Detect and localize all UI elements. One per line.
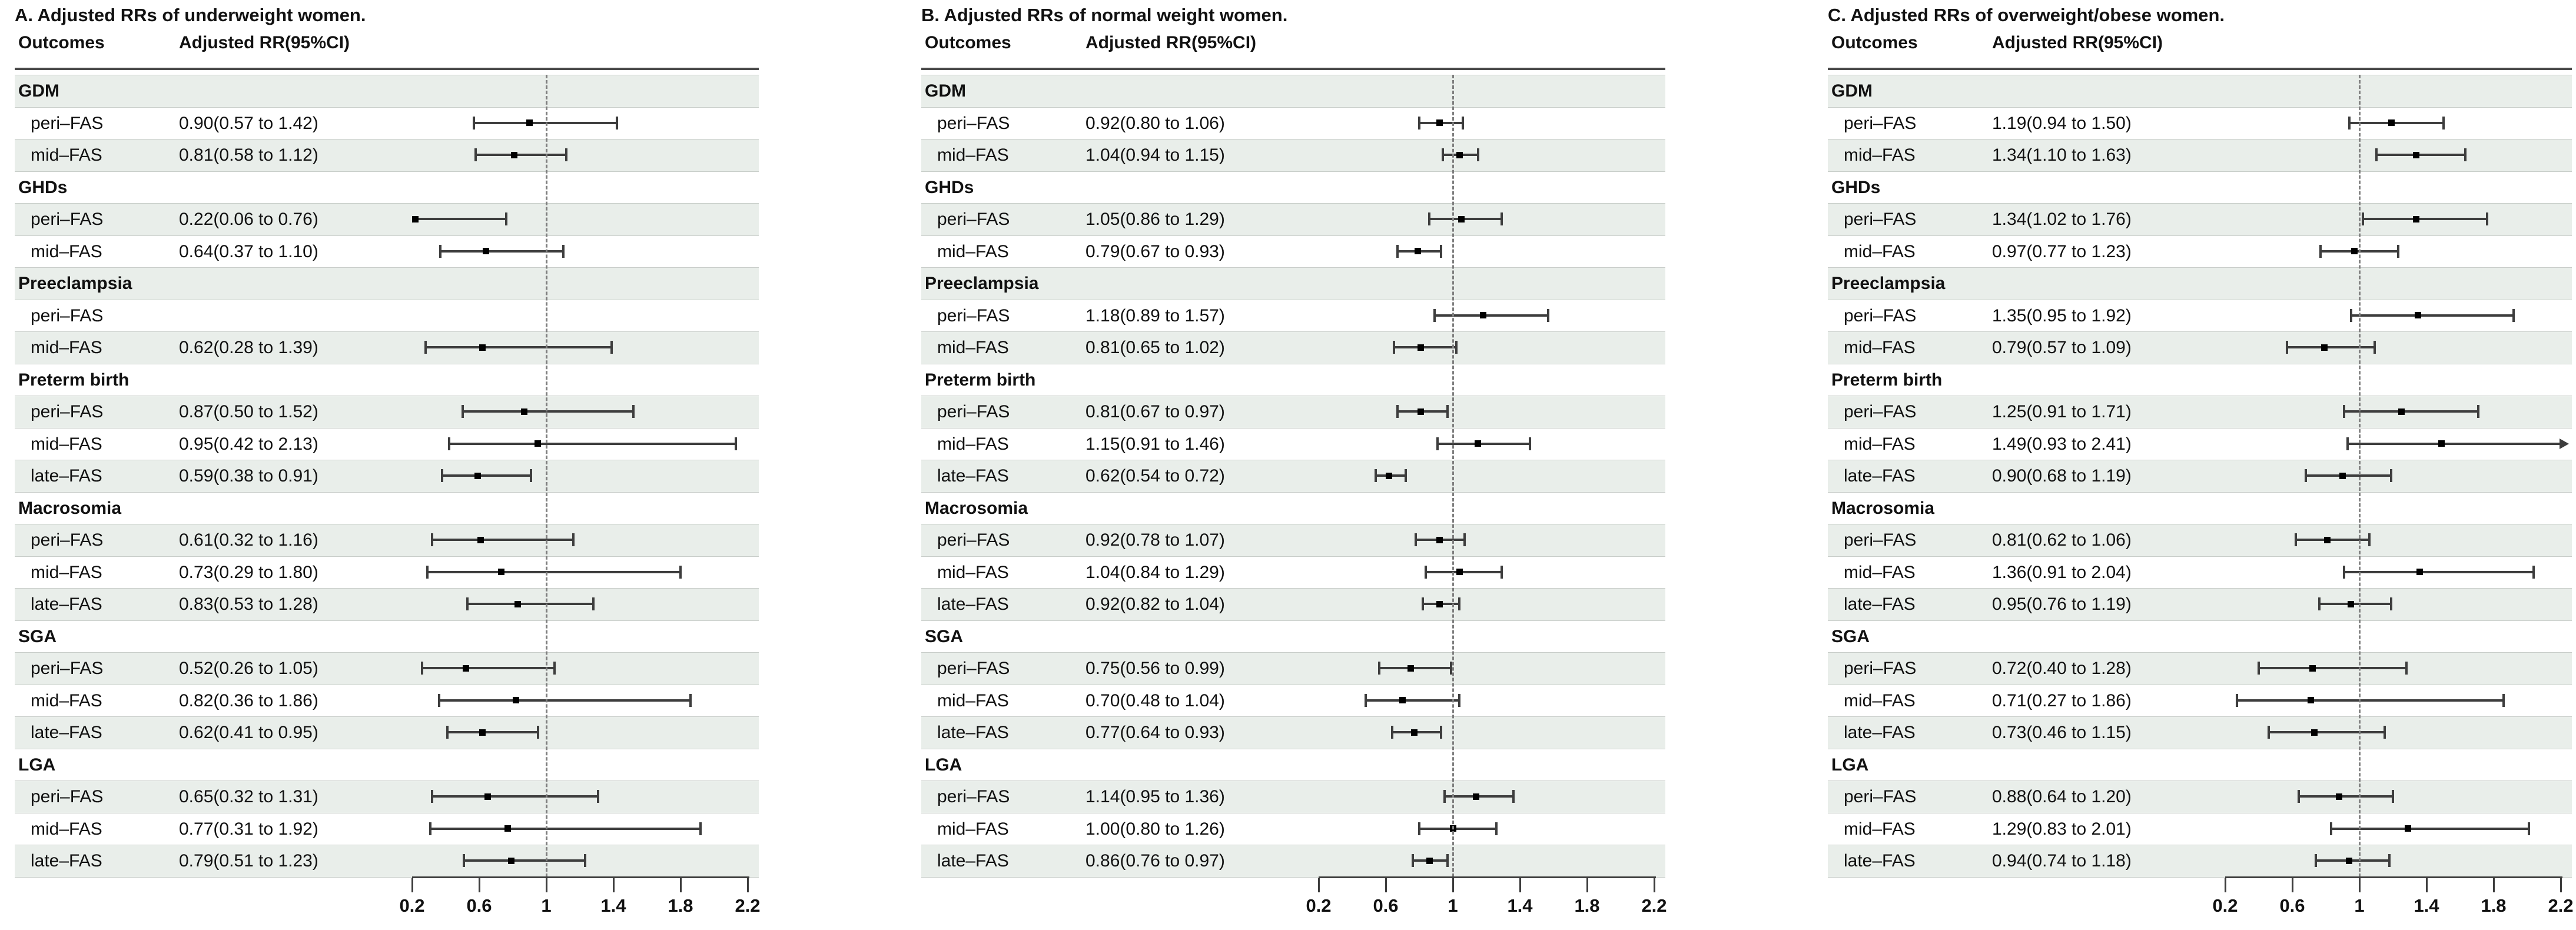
outcome-data-row (1828, 429, 2572, 461)
axis-tick (546, 878, 547, 892)
axis-tick (1654, 878, 1655, 892)
panel-b-normal-weight (921, 0, 1781, 930)
column-header-outcomes: Outcomes (1831, 33, 1918, 52)
adjusted-rr-value: 0.95(0.42 to 2.13) (179, 434, 318, 454)
adjusted-rr-value: 1.18(0.89 to 1.57) (1085, 305, 1225, 326)
adjusted-rr-value: 1.36(0.91 to 2.04) (1992, 562, 2132, 582)
panel-a-underweight (15, 0, 874, 930)
outcome-data-row (1828, 300, 2572, 333)
adjusted-rr-value: 0.88(0.64 to 1.20) (1992, 787, 2132, 806)
axis-tick-label: 1.4 (2414, 895, 2439, 916)
adjusted-rr-value: 0.64(0.37 to 1.10) (179, 241, 318, 261)
outcome-sub-label: late–FAS (31, 594, 102, 614)
axis-tick-label: 0.2 (399, 895, 425, 916)
outcome-data-row (921, 236, 1665, 268)
outcome-data-row (15, 685, 759, 718)
outcome-group-label: Macrosomia (1831, 498, 1935, 518)
outcome-data-row (921, 717, 1665, 749)
outcome-data-row (1828, 460, 2572, 493)
axis-tick-label: 0.2 (1306, 895, 1332, 916)
adjusted-rr-value: 1.34(1.10 to 1.63) (1992, 145, 2132, 165)
outcome-sub-label: peri–FAS (937, 659, 1010, 678)
adjusted-rr-value: 1.29(0.83 to 2.01) (1992, 819, 2132, 839)
outcome-sub-label: peri–FAS (1844, 113, 1917, 133)
outcome-sub-label: mid–FAS (1844, 434, 1916, 454)
outcome-sub-label: mid–FAS (1844, 241, 1916, 261)
adjusted-rr-value: 0.73(0.46 to 1.15) (1992, 723, 2132, 742)
outcome-sub-label: mid–FAS (1844, 690, 1916, 710)
panel-title: C. Adjusted RRs of overweight/obese women. (1828, 5, 2225, 25)
outcome-sub-label: late–FAS (31, 466, 102, 486)
outcome-group-label: Preeclampsia (18, 274, 132, 293)
axis-tick (411, 878, 413, 892)
outcome-sub-label: mid–FAS (1844, 562, 1916, 582)
outcome-group-label: GHDs (18, 177, 68, 197)
adjusted-rr-value: 0.72(0.40 to 1.28) (1992, 659, 2132, 678)
outcome-sub-label: mid–FAS (937, 562, 1009, 582)
outcome-data-row (921, 781, 1665, 813)
axis-tick-label: 2.2 (2548, 895, 2574, 916)
outcome-group-label: LGA (1831, 755, 1869, 775)
outcome-group-label: SGA (1831, 626, 1870, 646)
header-rule (15, 68, 759, 70)
outcome-group-row (15, 75, 759, 108)
outcome-group-label: GHDs (925, 177, 974, 197)
outcome-sub-label: peri–FAS (1844, 305, 1917, 326)
outcome-data-row (15, 396, 759, 429)
column-header-outcomes: Outcomes (18, 33, 105, 52)
outcome-data-row (1828, 140, 2572, 172)
x-axis (2212, 876, 2574, 929)
adjusted-rr-value: 0.86(0.76 to 0.97) (1085, 851, 1225, 871)
outcome-data-row (921, 685, 1665, 718)
outcome-group-row (1828, 749, 2572, 782)
axis-line (412, 876, 749, 878)
adjusted-rr-value: 0.65(0.32 to 1.31) (179, 787, 318, 806)
adjusted-rr-value: 0.75(0.56 to 0.99) (1085, 659, 1225, 678)
outcome-data-row (1828, 717, 2572, 749)
outcome-group-row (15, 749, 759, 782)
outcome-sub-label: mid–FAS (1844, 819, 1916, 839)
adjusted-rr-value: 0.71(0.27 to 1.86) (1992, 690, 2132, 710)
outcome-data-row (921, 589, 1665, 621)
axis-tick (1385, 878, 1387, 892)
adjusted-rr-value: 1.04(0.84 to 1.29) (1085, 562, 1225, 582)
outcome-sub-label: mid–FAS (937, 690, 1009, 710)
outcome-sub-label: peri–FAS (1844, 659, 1917, 678)
outcome-sub-label: peri–FAS (31, 305, 104, 326)
outcome-data-row (15, 653, 759, 685)
outcome-data-row (15, 108, 759, 140)
outcome-group-row (921, 493, 1665, 525)
adjusted-rr-value: 0.94(0.74 to 1.18) (1992, 851, 2132, 871)
adjusted-rr-value: 0.52(0.26 to 1.05) (179, 659, 318, 678)
axis-tick (1318, 878, 1320, 892)
adjusted-rr-value: 0.81(0.65 to 1.02) (1085, 338, 1225, 357)
outcome-sub-label: late–FAS (1844, 466, 1916, 486)
outcome-data-row (921, 845, 1665, 878)
outcome-sub-label: late–FAS (1844, 851, 1916, 871)
outcome-group-row (921, 364, 1665, 397)
outcome-data-row (1828, 396, 2572, 429)
outcome-data-row (921, 204, 1665, 236)
outcome-data-row (921, 332, 1665, 364)
outcome-sub-label: mid–FAS (937, 145, 1009, 165)
outcome-data-row (15, 204, 759, 236)
outcome-data-row (1828, 332, 2572, 364)
axis-tick-label: 1.8 (1574, 895, 1600, 916)
adjusted-rr-value: 1.15(0.91 to 1.46) (1085, 434, 1225, 454)
outcome-data-row (15, 717, 759, 749)
outcome-data-row (1828, 589, 2572, 621)
outcome-data-row (15, 845, 759, 878)
axis-tick (2292, 878, 2293, 892)
axis-tick (2493, 878, 2495, 892)
outcome-group-row (921, 621, 1665, 653)
axis-line (1319, 876, 1656, 878)
outcome-data-row (15, 236, 759, 268)
outcome-group-label: SGA (925, 626, 964, 646)
adjusted-rr-value: 1.14(0.95 to 1.36) (1085, 787, 1225, 806)
axis-tick (1586, 878, 1588, 892)
axis-tick-label: 1.4 (1507, 895, 1533, 916)
outcome-sub-label: mid–FAS (31, 819, 102, 839)
outcome-data-row (921, 396, 1665, 429)
axis-tick-label: 1 (541, 895, 552, 916)
outcome-group-label: GDM (18, 81, 59, 101)
outcome-group-label: LGA (925, 755, 962, 775)
axis-tick-label: 1.4 (600, 895, 626, 916)
outcome-sub-label: late–FAS (937, 723, 1009, 742)
outcome-data-row (921, 108, 1665, 140)
adjusted-rr-value: 1.00(0.80 to 1.26) (1085, 819, 1225, 839)
outcome-data-row (1828, 845, 2572, 878)
adjusted-rr-value: 0.83(0.53 to 1.28) (179, 594, 318, 614)
adjusted-rr-value: 1.35(0.95 to 1.92) (1992, 305, 2132, 326)
adjusted-rr-value: 1.19(0.94 to 1.50) (1992, 113, 2132, 133)
outcome-data-row (1828, 557, 2572, 589)
axis-tick (747, 878, 749, 892)
outcome-sub-label: mid–FAS (1844, 145, 1916, 165)
adjusted-rr-value: 0.95(0.76 to 1.19) (1992, 594, 2132, 614)
outcome-group-row (15, 364, 759, 397)
outcome-data-row (1828, 653, 2572, 685)
outcome-group-row (921, 749, 1665, 782)
column-header-adjusted-rr: Adjusted RR(95%CI) (1085, 33, 1257, 52)
outcome-group-row (1828, 621, 2572, 653)
outcome-group-row (1828, 364, 2572, 397)
outcome-data-row (921, 653, 1665, 685)
outcome-group-label: Preterm birth (18, 370, 130, 390)
outcome-group-label: LGA (18, 755, 56, 775)
adjusted-rr-value: 0.81(0.67 to 0.97) (1085, 402, 1225, 421)
axis-tick-label: 1.8 (668, 895, 693, 916)
axis-tick-label: 0.6 (466, 895, 492, 916)
adjusted-rr-value: 0.62(0.28 to 1.39) (179, 338, 318, 357)
rows-layer (921, 75, 1665, 878)
outcome-data-row (1828, 236, 2572, 268)
outcome-sub-label: mid–FAS (31, 562, 102, 582)
outcome-data-row (921, 813, 1665, 846)
outcome-data-row (1828, 204, 2572, 236)
outcome-sub-label: late–FAS (1844, 723, 1916, 742)
adjusted-rr-value: 0.92(0.78 to 1.07) (1085, 530, 1225, 550)
outcome-group-label: Preterm birth (925, 370, 1036, 390)
outcome-sub-label: late–FAS (31, 723, 102, 742)
adjusted-rr-value: 0.70(0.48 to 1.04) (1085, 690, 1225, 710)
column-header-outcomes: Outcomes (925, 33, 1011, 52)
outcome-sub-label: mid–FAS (31, 690, 102, 710)
adjusted-rr-value: 0.97(0.77 to 1.23) (1992, 241, 2132, 261)
outcome-group-label: GHDs (1831, 177, 1881, 197)
outcome-sub-label: peri–FAS (937, 787, 1010, 806)
outcome-group-label: Preeclampsia (925, 274, 1039, 293)
outcome-data-row (15, 460, 759, 493)
adjusted-rr-value: 0.62(0.54 to 0.72) (1085, 466, 1225, 486)
axis-tick-label: 1.8 (2481, 895, 2507, 916)
adjusted-rr-value: 0.90(0.68 to 1.19) (1992, 466, 2132, 486)
axis-tick (1519, 878, 1521, 892)
outcome-group-label: SGA (18, 626, 57, 646)
outcome-data-row (1828, 108, 2572, 140)
outcome-sub-label: mid–FAS (31, 145, 102, 165)
outcome-data-row (1828, 813, 2572, 846)
outcome-group-row (921, 172, 1665, 204)
x-axis (399, 876, 761, 929)
axis-tick (479, 878, 480, 892)
adjusted-rr-value: 0.79(0.51 to 1.23) (179, 851, 318, 871)
axis-tick-label: 2.2 (1641, 895, 1667, 916)
outcome-data-row (15, 429, 759, 461)
axis-tick-label: 2.2 (735, 895, 761, 916)
outcome-sub-label: mid–FAS (31, 241, 102, 261)
outcome-group-label: Macrosomia (925, 498, 1028, 518)
axis-tick-label: 1 (1448, 895, 1458, 916)
adjusted-rr-value: 1.49(0.93 to 2.41) (1992, 434, 2132, 454)
outcome-group-row (1828, 75, 2572, 108)
adjusted-rr-value: 0.22(0.06 to 0.76) (179, 210, 318, 229)
axis-tick (2426, 878, 2428, 892)
outcome-sub-label: mid–FAS (31, 338, 102, 357)
outcome-group-label: Macrosomia (18, 498, 122, 518)
axis-tick (2359, 878, 2361, 892)
header-rule (921, 68, 1665, 70)
outcome-sub-label: peri–FAS (1844, 787, 1917, 806)
adjusted-rr-value: 0.82(0.36 to 1.86) (179, 690, 318, 710)
adjusted-rr-value: 0.61(0.32 to 1.16) (179, 530, 318, 550)
outcome-group-row (1828, 268, 2572, 300)
outcome-group-row (15, 493, 759, 525)
outcome-sub-label: mid–FAS (1844, 338, 1916, 357)
outcome-sub-label: peri–FAS (937, 113, 1010, 133)
adjusted-rr-value: 0.81(0.62 to 1.06) (1992, 530, 2132, 550)
axis-tick-label: 0.6 (2279, 895, 2305, 916)
outcome-sub-label: peri–FAS (31, 659, 104, 678)
column-header-adjusted-rr: Adjusted RR(95%CI) (1992, 33, 2163, 52)
outcome-group-row (15, 268, 759, 300)
rows-layer (1828, 75, 2572, 878)
axis-tick (680, 878, 682, 892)
outcome-sub-label: late–FAS (937, 851, 1009, 871)
outcome-sub-label: peri–FAS (1844, 210, 1917, 229)
outcome-group-row (921, 268, 1665, 300)
axis-tick (1452, 878, 1454, 892)
outcome-group-label: GDM (1831, 81, 1873, 101)
panel-title: B. Adjusted RRs of normal weight women. (921, 5, 1288, 25)
adjusted-rr-value: 0.62(0.41 to 0.95) (179, 723, 318, 742)
outcome-data-row (921, 300, 1665, 333)
adjusted-rr-value: 0.73(0.29 to 1.80) (179, 562, 318, 582)
outcome-group-label: Preeclampsia (1831, 274, 1946, 293)
outcome-group-row (921, 75, 1665, 108)
outcome-sub-label: late–FAS (937, 466, 1009, 486)
outcome-group-row (15, 621, 759, 653)
axis-tick (613, 878, 615, 892)
outcome-sub-label: peri–FAS (31, 210, 104, 229)
outcome-sub-label: mid–FAS (937, 434, 1009, 454)
outcome-sub-label: peri–FAS (31, 402, 104, 421)
outcome-group-row (1828, 172, 2572, 204)
outcome-data-row (1828, 781, 2572, 813)
outcome-data-row (15, 781, 759, 813)
adjusted-rr-value: 0.79(0.67 to 0.93) (1085, 241, 1225, 261)
outcome-data-row (921, 557, 1665, 589)
column-header-adjusted-rr: Adjusted RR(95%CI) (179, 33, 350, 52)
outcome-sub-label: late–FAS (31, 851, 102, 871)
outcome-sub-label: peri–FAS (31, 530, 104, 550)
outcome-sub-label: peri–FAS (937, 305, 1010, 326)
outcome-sub-label: peri–FAS (937, 210, 1010, 229)
outcome-data-row (15, 332, 759, 364)
adjusted-rr-value: 0.77(0.31 to 1.92) (179, 819, 318, 839)
outcome-sub-label: mid–FAS (937, 241, 1009, 261)
outcome-group-label: Preterm birth (1831, 370, 1943, 390)
outcome-sub-label: mid–FAS (937, 338, 1009, 357)
adjusted-rr-value: 0.87(0.50 to 1.52) (179, 402, 318, 421)
adjusted-rr-value: 0.92(0.80 to 1.06) (1085, 113, 1225, 133)
outcome-sub-label: peri–FAS (1844, 530, 1917, 550)
outcome-sub-label: peri–FAS (937, 402, 1010, 421)
adjusted-rr-value: 1.25(0.91 to 1.71) (1992, 402, 2132, 421)
outcome-data-row (15, 524, 759, 557)
outcome-data-row (15, 813, 759, 846)
adjusted-rr-value: 0.81(0.58 to 1.12) (179, 145, 318, 165)
adjusted-rr-value: 0.77(0.64 to 0.93) (1085, 723, 1225, 742)
x-axis (1306, 876, 1667, 929)
outcome-group-label: GDM (925, 81, 966, 101)
adjusted-rr-value: 1.04(0.94 to 1.15) (1085, 145, 1225, 165)
outcome-data-row (15, 589, 759, 621)
adjusted-rr-value: 0.90(0.57 to 1.42) (179, 113, 318, 133)
outcome-sub-label: peri–FAS (1844, 402, 1917, 421)
outcome-group-row (15, 172, 759, 204)
axis-tick-label: 0.2 (2212, 895, 2238, 916)
outcome-data-row (921, 524, 1665, 557)
adjusted-rr-value: 1.05(0.86 to 1.29) (1085, 210, 1225, 229)
outcome-group-row (1828, 493, 2572, 525)
adjusted-rr-value: 0.92(0.82 to 1.04) (1085, 594, 1225, 614)
outcome-sub-label: late–FAS (937, 594, 1009, 614)
adjusted-rr-value: 0.79(0.57 to 1.09) (1992, 338, 2132, 357)
outcome-data-row (15, 300, 759, 333)
outcome-data-row (921, 460, 1665, 493)
adjusted-rr-value: 0.59(0.38 to 0.91) (179, 466, 318, 486)
axis-tick-label: 1 (2354, 895, 2365, 916)
outcome-sub-label: peri–FAS (31, 787, 104, 806)
panel-c-overweight-obese (1828, 0, 2576, 930)
outcome-data-row (15, 140, 759, 172)
outcome-data-row (1828, 524, 2572, 557)
header-rule (1828, 68, 2572, 70)
axis-tick (2225, 878, 2226, 892)
outcome-data-row (1828, 685, 2572, 718)
outcome-data-row (921, 429, 1665, 461)
outcome-sub-label: peri–FAS (31, 113, 104, 133)
axis-line (2225, 876, 2562, 878)
outcome-data-row (921, 140, 1665, 172)
outcome-sub-label: peri–FAS (937, 530, 1010, 550)
outcome-data-row (15, 557, 759, 589)
panel-title: A. Adjusted RRs of underweight women. (15, 5, 366, 25)
outcome-sub-label: mid–FAS (31, 434, 102, 454)
axis-tick-label: 0.6 (1373, 895, 1399, 916)
rows-layer (15, 75, 759, 878)
adjusted-rr-value: 1.34(1.02 to 1.76) (1992, 210, 2132, 229)
axis-tick (2560, 878, 2562, 892)
outcome-sub-label: late–FAS (1844, 594, 1916, 614)
outcome-sub-label: mid–FAS (937, 819, 1009, 839)
